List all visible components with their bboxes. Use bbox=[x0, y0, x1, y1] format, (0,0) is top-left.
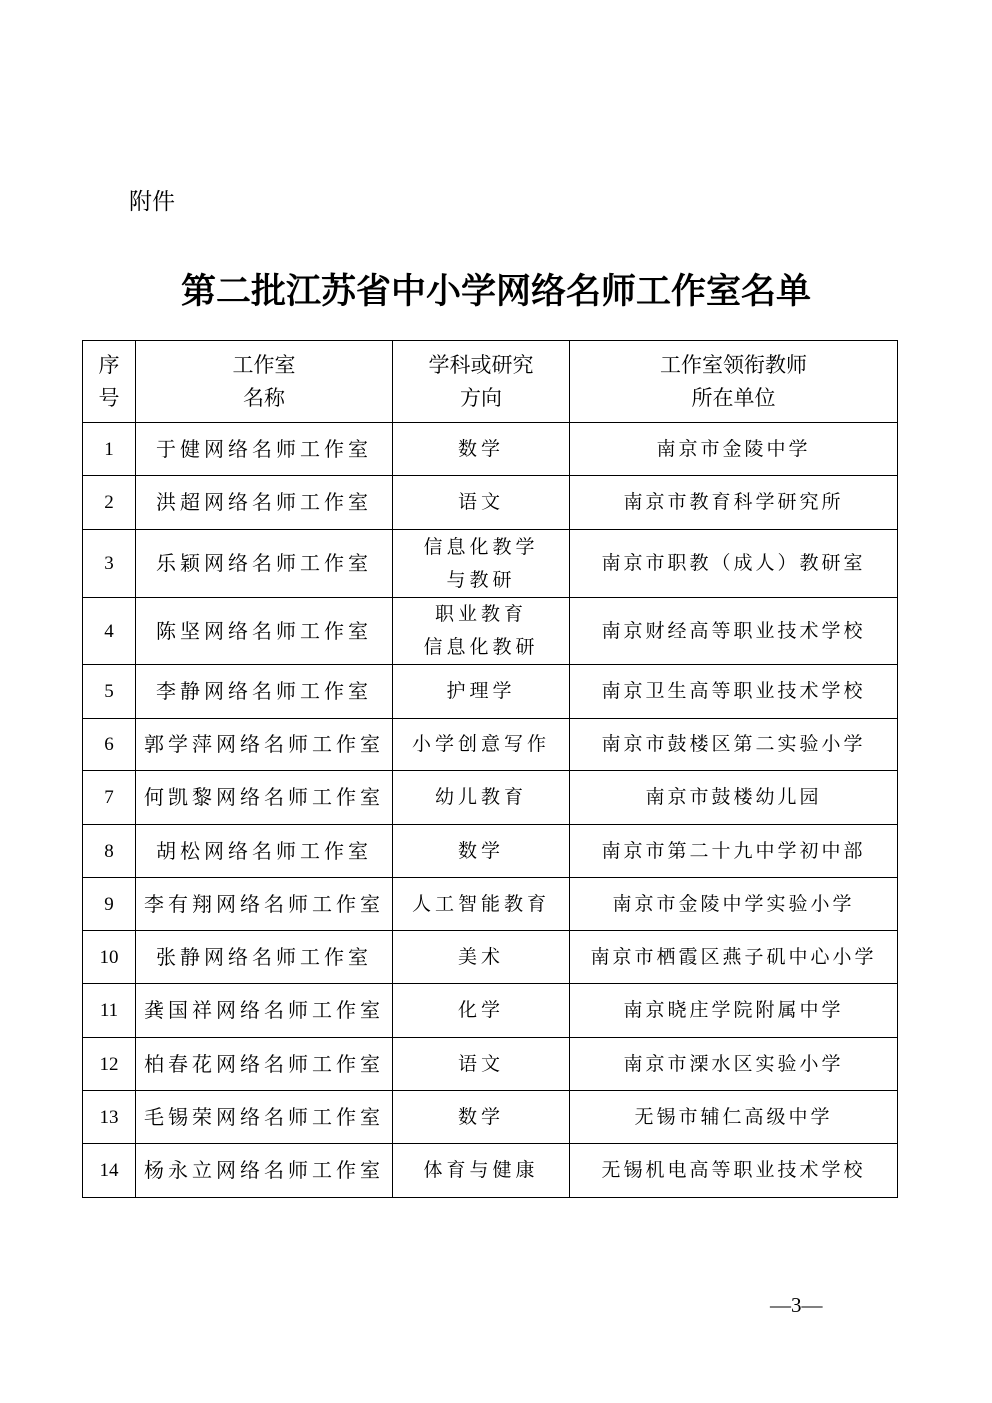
leader-unit: 无锡市辅仁高级中学 bbox=[570, 1091, 898, 1144]
studio-roster-table bbox=[82, 340, 898, 1198]
header-index: 序 号 bbox=[83, 341, 136, 423]
table-row bbox=[83, 825, 898, 878]
row-index: 10 bbox=[83, 931, 136, 984]
subject-line: 职业教育 bbox=[434, 603, 527, 625]
subject-line: 护理学 bbox=[446, 680, 516, 702]
subject-line: 体育与健康 bbox=[423, 1159, 539, 1181]
studio-name: 乐颖网络名师工作室 bbox=[136, 530, 393, 598]
leader-unit: 南京财经高等职业技术学校 bbox=[570, 598, 898, 665]
leader-unit: 南京市溧水区实验小学 bbox=[570, 1038, 898, 1091]
subject-line: 信息化教研 bbox=[423, 636, 539, 658]
studio-name: 杨永立网络名师工作室 bbox=[136, 1144, 393, 1198]
table-row bbox=[83, 1144, 898, 1198]
studio-name: 胡松网络名师工作室 bbox=[136, 825, 393, 878]
table-row bbox=[83, 530, 898, 598]
row-index: 11 bbox=[83, 984, 136, 1038]
row-index: 4 bbox=[83, 598, 136, 665]
studio-name: 柏春花网络名师工作室 bbox=[136, 1038, 393, 1091]
header-leader-unit: 工作室领衔教师 所在单位 bbox=[570, 341, 898, 423]
subject-direction bbox=[393, 825, 570, 878]
leader-unit: 南京市第二十九中学初中部 bbox=[570, 825, 898, 878]
subject-direction bbox=[393, 931, 570, 984]
table-row bbox=[83, 878, 898, 931]
leader-unit: 南京晓庄学院附属中学 bbox=[570, 984, 898, 1038]
table-row bbox=[83, 423, 898, 476]
row-index: 14 bbox=[83, 1144, 136, 1198]
subject-line: 数学 bbox=[457, 839, 504, 862]
subject-line: 美术 bbox=[457, 945, 504, 968]
row-index: 8 bbox=[83, 825, 136, 878]
subject-direction bbox=[393, 665, 570, 719]
subject-line: 人工智能教育 bbox=[411, 892, 550, 915]
subject-line: 小学创意写作 bbox=[411, 733, 550, 755]
subject-direction bbox=[393, 530, 570, 598]
subject-line: 信息化教学 bbox=[423, 535, 539, 558]
studio-name: 陈坚网络名师工作室 bbox=[136, 598, 393, 665]
table-row bbox=[83, 719, 898, 771]
table-row bbox=[83, 771, 898, 825]
leader-unit: 南京市金陵中学 bbox=[570, 423, 898, 476]
row-index: 3 bbox=[83, 530, 136, 598]
table-row bbox=[83, 984, 898, 1038]
studio-name: 何凯黎网络名师工作室 bbox=[136, 771, 393, 825]
table-row bbox=[83, 1091, 898, 1144]
subject-direction bbox=[393, 1091, 570, 1144]
subject-direction bbox=[393, 719, 570, 771]
table-row bbox=[83, 665, 898, 719]
subject-line: 数学 bbox=[457, 1105, 504, 1128]
subject-line: 数学 bbox=[457, 437, 504, 460]
studio-name: 李有翔网络名师工作室 bbox=[136, 878, 393, 931]
leader-unit: 南京市金陵中学实验小学 bbox=[570, 878, 898, 931]
leader-unit: 南京市栖霞区燕子矶中心小学 bbox=[570, 931, 898, 984]
row-index: 5 bbox=[83, 665, 136, 719]
table-row bbox=[83, 598, 898, 665]
table-row bbox=[83, 1038, 898, 1091]
studio-name: 于健网络名师工作室 bbox=[136, 423, 393, 476]
row-index: 9 bbox=[83, 878, 136, 931]
attachment-label: 附件 bbox=[129, 189, 175, 215]
page-title: 第二批江苏省中小学网络名师工作室名单 bbox=[180, 272, 811, 312]
subject-line: 化学 bbox=[457, 999, 504, 1021]
subject-line: 语文 bbox=[457, 491, 504, 513]
table-row bbox=[83, 476, 898, 530]
studio-name: 龚国祥网络名师工作室 bbox=[136, 984, 393, 1038]
leader-unit: 南京市教育科学研究所 bbox=[570, 476, 898, 530]
studio-name: 张静网络名师工作室 bbox=[136, 931, 393, 984]
subject-line: 幼儿教育 bbox=[434, 786, 527, 808]
studio-name: 郭学萍网络名师工作室 bbox=[136, 719, 393, 771]
subject-direction bbox=[393, 423, 570, 476]
studio-name: 洪超网络名师工作室 bbox=[136, 476, 393, 530]
header-subject: 学科或研究 方向 bbox=[393, 341, 570, 423]
subject-line: 与教研 bbox=[446, 568, 516, 591]
row-index: 1 bbox=[83, 423, 136, 476]
leader-unit: 南京卫生高等职业技术学校 bbox=[570, 665, 898, 719]
row-index: 6 bbox=[83, 719, 136, 771]
leader-unit: 无锡机电高等职业技术学校 bbox=[570, 1144, 898, 1198]
row-index: 12 bbox=[83, 1038, 136, 1091]
leader-unit: 南京市职教（成人）教研室 bbox=[570, 530, 898, 598]
table-body bbox=[83, 423, 898, 1198]
studio-name: 李静网络名师工作室 bbox=[136, 665, 393, 719]
page-number: —3— bbox=[770, 1293, 823, 1317]
subject-direction bbox=[393, 984, 570, 1038]
subject-line: 语文 bbox=[457, 1052, 504, 1075]
leader-unit: 南京市鼓楼区第二实验小学 bbox=[570, 719, 898, 771]
header-row bbox=[83, 341, 898, 423]
subject-direction bbox=[393, 1144, 570, 1198]
subject-direction bbox=[393, 598, 570, 665]
subject-direction bbox=[393, 1038, 570, 1091]
table-row bbox=[83, 931, 898, 984]
row-index: 2 bbox=[83, 476, 136, 530]
table-header bbox=[83, 341, 898, 423]
subject-direction bbox=[393, 771, 570, 825]
subject-direction bbox=[393, 878, 570, 931]
row-index: 13 bbox=[83, 1091, 136, 1144]
subject-direction bbox=[393, 476, 570, 530]
header-studio-name: 工作室 名称 bbox=[136, 341, 393, 423]
studio-name: 毛锡荣网络名师工作室 bbox=[136, 1091, 393, 1144]
row-index: 7 bbox=[83, 771, 136, 825]
leader-unit: 南京市鼓楼幼儿园 bbox=[570, 771, 898, 825]
